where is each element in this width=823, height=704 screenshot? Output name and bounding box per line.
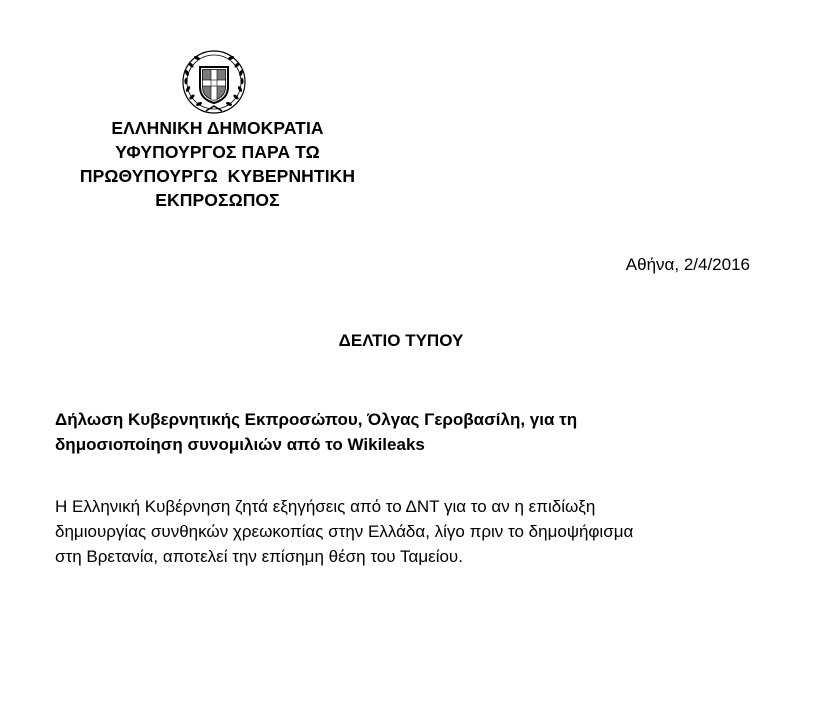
subject-line: Δήλωση Κυβερνητικής Εκπροσώπου, Όλγας Γεροβασίλη, για τη — [55, 410, 578, 429]
subject-heading — [55, 407, 775, 457]
body-line: Η Ελληνική Κυβέρνηση ζητά εξηγήσεις από το ΔΝΤ για το αν η επιδίωξη — [55, 497, 596, 516]
press-release-title: ΔΕΛΤΙΟ ΤΥΠΟΥ — [338, 331, 464, 350]
document-date: Αθήνα, 2/4/2016 — [625, 255, 750, 274]
body-paragraph — [55, 494, 775, 569]
issuer-line-office: ΥΦΥΠΟΥΡΓΟΣ ΠΑΡΑ ΤΩ — [115, 142, 320, 162]
issuer-line-office-cont: ΠΡΩΘΥΠΟΥΡΓΩ ΚΥΒΕΡΝΗΤΙΚΗ — [79, 166, 356, 186]
body-line: στη Βρετανία, αποτελεί την επίσημη θέση του Ταμείου. — [55, 547, 463, 566]
issuer-header — [40, 116, 395, 212]
body-line: δημιουργίας συνθηκών χρεωκοπίας στην Ελλάδα, λίγο πριν το δημοψήφισμα — [55, 522, 634, 541]
greek-coat-of-arms-icon — [178, 45, 250, 117]
issuer-line-country: ΕΛΛΗΝΙΚΗ ΔΗΜΟΚΡΑΤΙΑ — [111, 118, 324, 138]
issuer-line-role: ΕΚΠΡΟΣΩΠΟΣ — [155, 190, 280, 210]
subject-line: δημοσιοποίηση συνομιλιών από το Wikileaks — [55, 435, 425, 454]
